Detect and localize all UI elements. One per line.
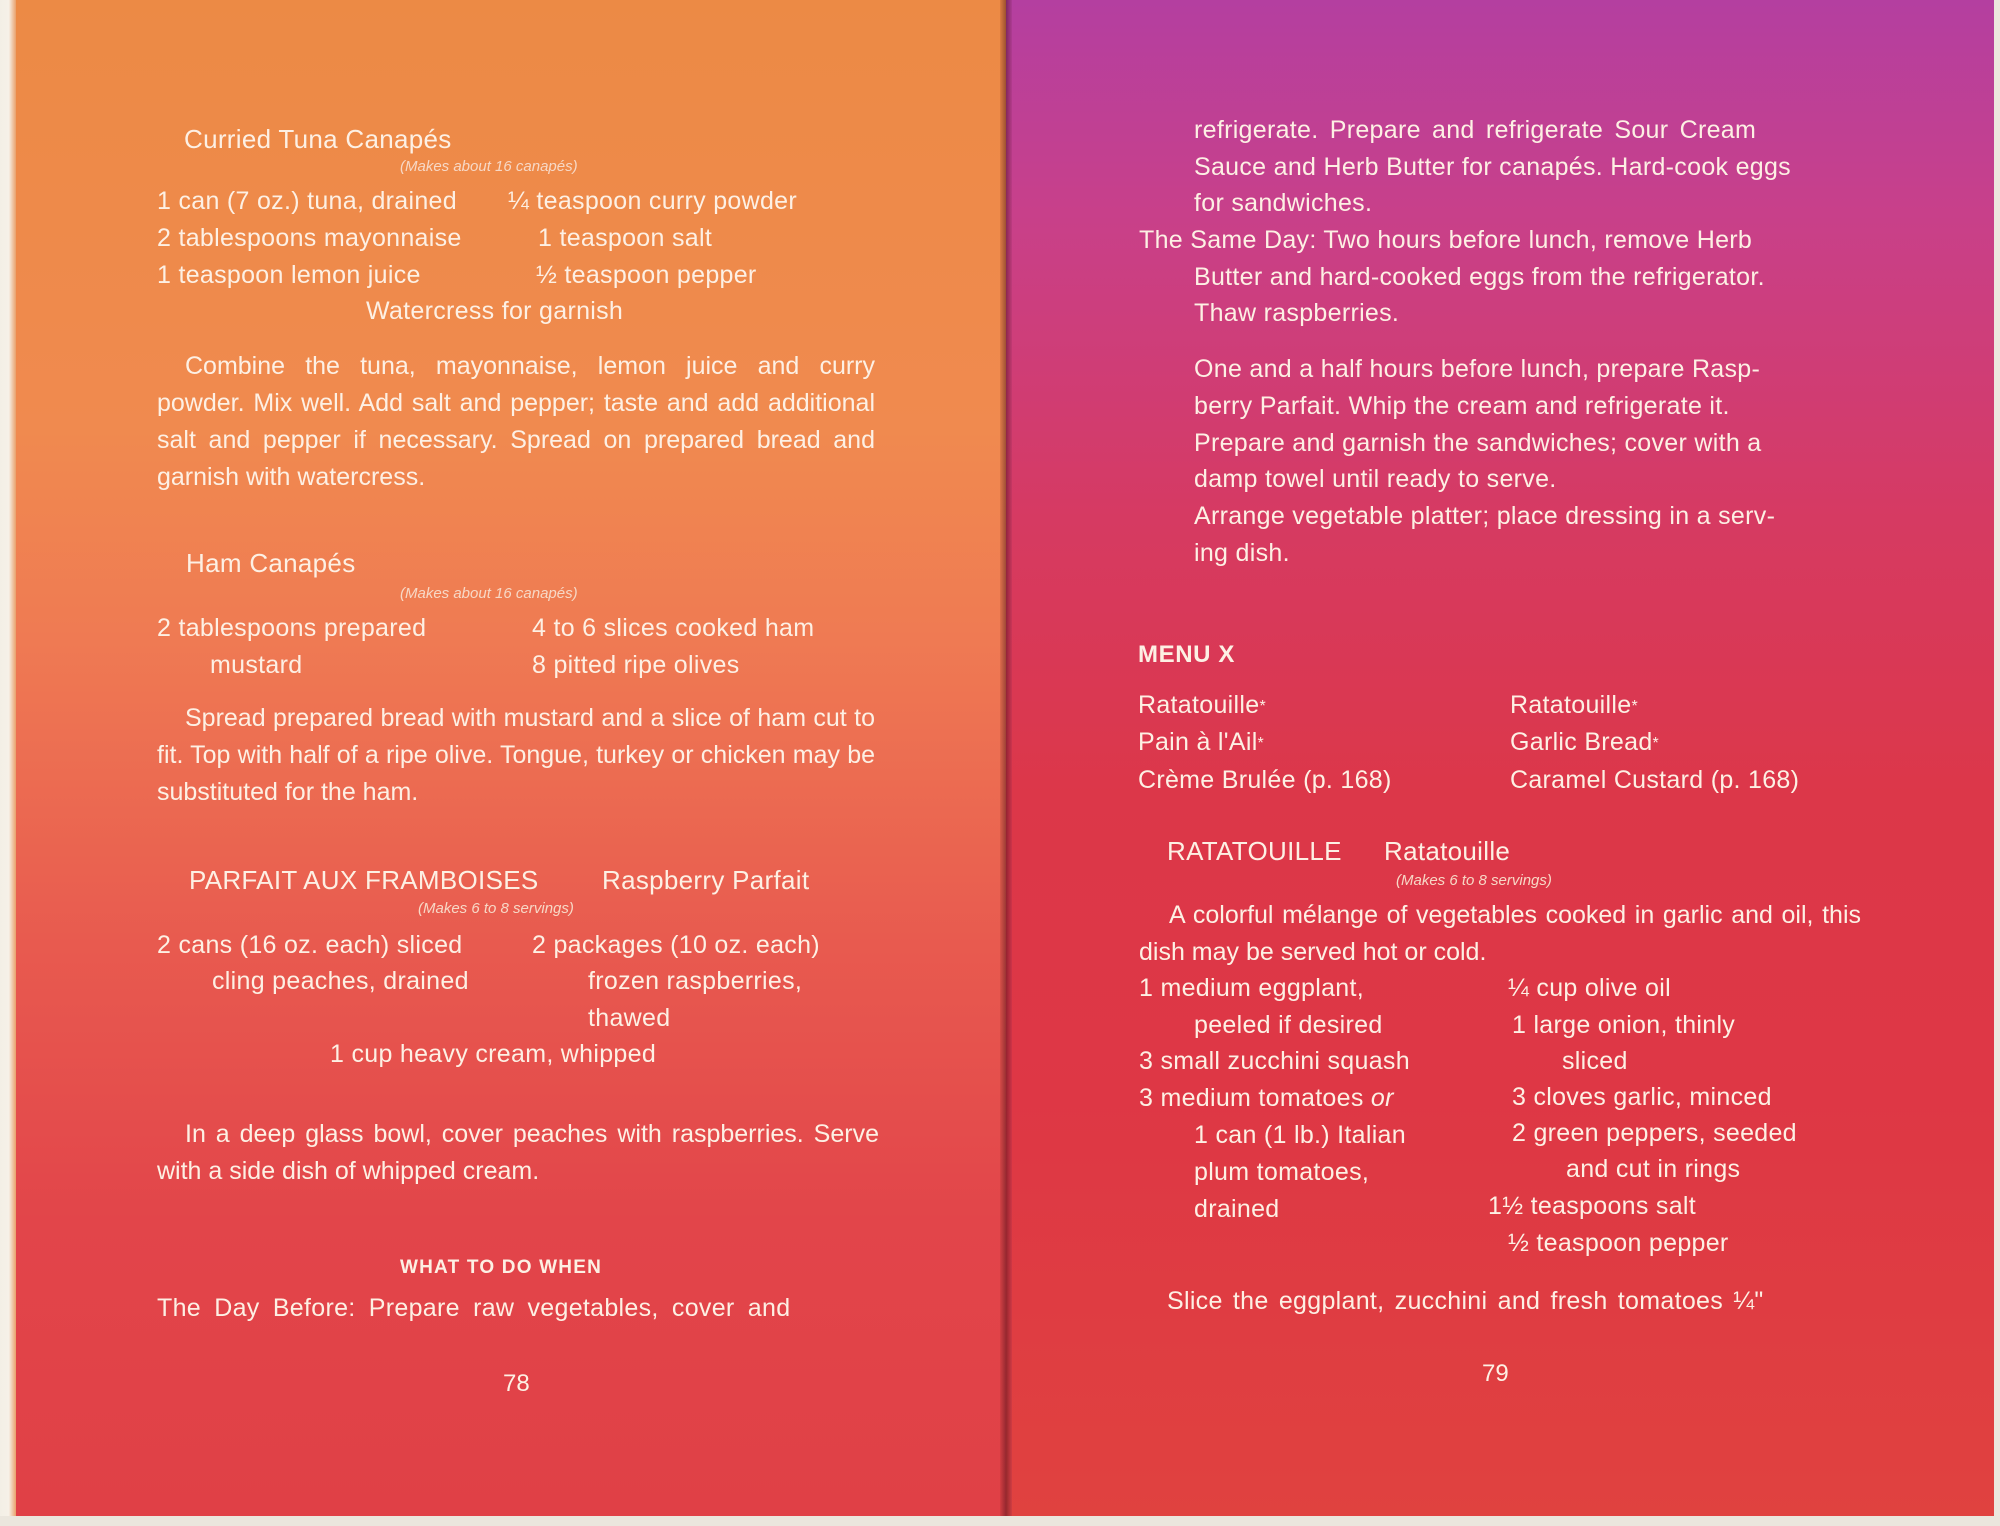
ingredient: 1 large onion, thinly <box>1512 1011 1736 1039</box>
ingredient: 8 pitted ripe olives <box>532 651 740 679</box>
ingredient: 1 can (7 oz.) tuna, drained <box>157 187 457 215</box>
asterisk: * <box>1631 698 1638 715</box>
recipe-yield: (Makes about 16 canapés) <box>400 585 578 602</box>
schedule-text: berry Parfait. Whip the cream and refrigerate it. <box>1194 392 1730 420</box>
or-word: or <box>1370 1084 1394 1112</box>
ingredient: ¼ teaspoon curry powder <box>508 187 798 215</box>
ingredient: 2 tablespoons prepared <box>157 614 427 642</box>
schedule-text: refrigerate. Prepare and refrigerate Sour Cream <box>1194 116 1757 144</box>
section-heading: WHAT TO DO WHEN <box>400 1257 602 1278</box>
ingredient: 3 cloves garlic, minced <box>1512 1083 1772 1111</box>
menu-item-english <box>1510 727 1659 757</box>
ingredient: 2 tablespoons mayonnaise <box>157 224 462 252</box>
asterisk: * <box>1257 735 1265 752</box>
ingredient: 1½ teaspoons salt <box>1488 1192 1697 1220</box>
asterisk: * <box>1652 735 1660 752</box>
schedule-text: Sauce and Herb Butter for canapés. Hard-cook eggs <box>1194 153 1791 181</box>
ingredient: drained <box>1194 1195 1280 1223</box>
ingredient: ½ teaspoon pepper <box>536 261 757 289</box>
recipe-title-ratatouille-english: Ratatouille <box>1384 836 1511 866</box>
ingredient: and cut in rings <box>1566 1155 1741 1183</box>
recipe-method: Combine the tuna, mayonnaise, lemon juice and curry powder. Mix well. Add salt and pepper; taste and add additional salt and pepper if necessary. Spread on prepared bread and garnish with watercress. <box>157 352 875 491</box>
recipe-title-ratatouille-french: RATATOUILLE <box>1167 836 1342 866</box>
ingredient: 2 cans (16 oz. each) sliced <box>157 931 463 959</box>
recipe-method: In a deep glass bowl, cover peaches with raspberries. Serve with a side dish of whipped cream. <box>157 1120 879 1185</box>
recipe-yield: (Makes 6 to 8 servings) <box>418 900 574 917</box>
ingredient: 1 medium eggplant, <box>1139 974 1364 1002</box>
recipe-method: Slice the eggplant, zucchini and fresh tomatoes ¼" <box>1167 1287 1764 1315</box>
menu-item-label: Ratatouille <box>1510 691 1632 719</box>
schedule-text: Butter and hard-cooked eggs from the refrigerator. <box>1194 263 1765 291</box>
schedule-text: The Day Before: Prepare raw vegetables, cover and <box>157 1294 791 1322</box>
ingredient: 1 teaspoon lemon juice <box>157 261 421 289</box>
page-number: 78 <box>503 1370 530 1397</box>
recipe-title-parfait-english: Raspberry Parfait <box>602 865 810 895</box>
ingredient: sliced <box>1562 1047 1628 1075</box>
recipe-intro: A colorful mélange of vegetables cooked in garlic and oil, this dish may be served hot or cold. <box>1139 901 1861 966</box>
ingredient: 3 small zucchini squash <box>1139 1047 1410 1075</box>
ingredient: cling peaches, drained <box>212 967 469 995</box>
ingredient: 1 teaspoon salt <box>538 224 713 252</box>
menu-item-label: Pain à l'Ail <box>1138 728 1258 756</box>
menu-item-french <box>1138 727 1264 757</box>
menu-heading: MENU X <box>1138 641 1235 668</box>
schedule-text: damp towel until ready to serve. <box>1194 465 1557 493</box>
schedule-text: Thaw raspberries. <box>1194 299 1400 327</box>
ingredient: ¼ cup olive oil <box>1508 974 1671 1002</box>
schedule-text: ing dish. <box>1194 539 1290 567</box>
schedule-text: The Same Day: Two hours before lunch, remove Herb <box>1139 226 1753 254</box>
menu-item-label: Garlic Bread <box>1510 728 1653 756</box>
menu-item-french: Crème Brulée (p. 168) <box>1138 766 1392 794</box>
recipe-title-parfait-french: PARFAIT AUX FRAMBOISES <box>189 865 539 895</box>
ingredient: 1 cup heavy cream, whipped <box>330 1040 657 1068</box>
ingredient-label: 3 medium tomatoes <box>1139 1084 1364 1112</box>
page-number: 79 <box>1482 1360 1509 1387</box>
ingredient: 2 packages (10 oz. each) <box>532 931 820 959</box>
schedule-text: Prepare and garnish the sandwiches; cover with a <box>1194 429 1762 457</box>
menu-item-french <box>1138 690 1266 720</box>
menu-item-label: Ratatouille <box>1138 691 1260 719</box>
recipe-title-ham-canapes: Ham Canapés <box>186 548 356 578</box>
schedule-text: Arrange vegetable platter; place dressing in a serv- <box>1194 502 1776 530</box>
ingredient: mustard <box>210 651 303 679</box>
ingredient: peeled if desired <box>1194 1011 1383 1039</box>
right-page <box>1006 0 2000 1526</box>
page-edge <box>0 0 16 1526</box>
schedule-text: for sandwiches. <box>1194 189 1373 217</box>
ingredient: ½ teaspoon pepper <box>1508 1229 1729 1257</box>
ingredient: 4 to 6 slices cooked ham <box>532 614 815 642</box>
ingredient-garnish: Watercress for garnish <box>366 297 624 325</box>
page-edge <box>1994 0 2000 1526</box>
ingredient: plum tomatoes, <box>1194 1158 1370 1186</box>
ingredient: 2 green peppers, seeded <box>1512 1119 1797 1147</box>
menu-item-english: Caramel Custard (p. 168) <box>1510 766 1800 794</box>
ingredient: 1 can (1 lb.) Italian <box>1194 1121 1406 1149</box>
recipe-method: Spread prepared bread with mustard and a slice of ham cut to fit. Top with half of a ripe olive. Tongue, turkey or chicken may be substituted for the ham. <box>157 704 875 806</box>
page-edge <box>0 1516 2000 1526</box>
ingredient <box>1139 1083 1394 1113</box>
recipe-yield: (Makes about 16 canapés) <box>400 158 578 175</box>
ingredient: frozen raspberries, <box>588 967 803 995</box>
recipe-yield: (Makes 6 to 8 servings) <box>1396 872 1552 889</box>
book-gutter <box>1000 0 1012 1526</box>
menu-item-english <box>1510 690 1638 720</box>
recipe-title-curried-tuna: Curried Tuna Canapés <box>184 124 452 154</box>
ingredient: thawed <box>588 1004 671 1032</box>
schedule-text: One and a half hours before lunch, prepare Rasp- <box>1194 355 1761 383</box>
asterisk: * <box>1259 698 1266 715</box>
